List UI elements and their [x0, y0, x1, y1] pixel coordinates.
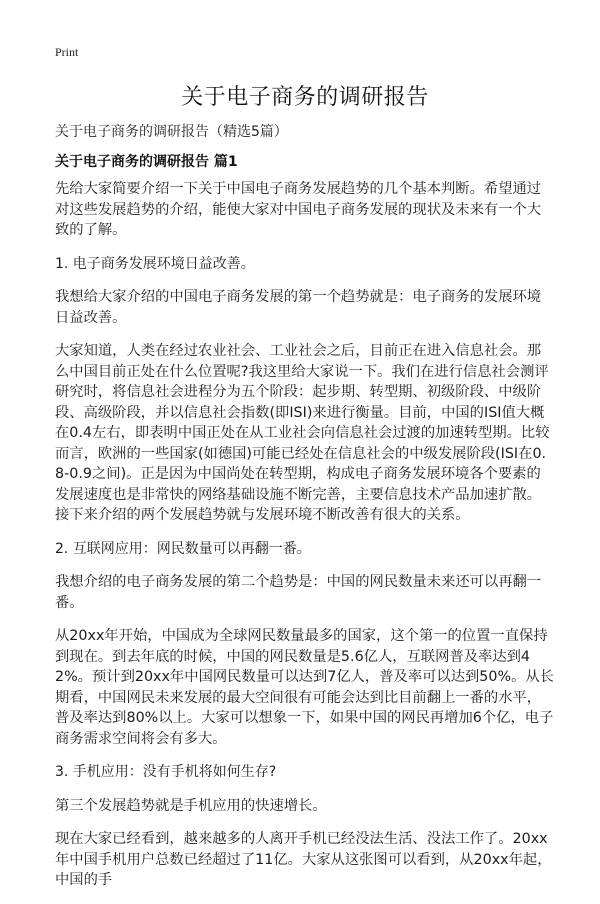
trend-heading-3: 3. 手机应用：没有手机将如何生存? — [55, 764, 277, 780]
paragraph-mobile: 现在大家已经看到，越来越多的人离开手机已经没法生活、没法工作了。20xx年中国手机用户总数已经超过了11亿。大家从这张图可以看到，从20xx年起，中国的手 — [55, 831, 552, 888]
paragraph-trend-3: 第三个发展趋势就是手机应用的快速增长。 — [55, 797, 327, 814]
paragraph-trend-1: 我想给大家介绍的中国电子商务发展的第一个趋势就是：电子商务的发展环境日益改善。 — [55, 289, 542, 326]
document-body — [55, 179, 555, 904]
document-title: 关于电子商务的调研报告 — [181, 85, 429, 110]
paragraph-netizens: 从20xx年开始，中国成为全球网民数量最多的国家，这个第一的位置一直保持到现在。到去年底的时候，中国的网民数量是5.6亿人，互联网普及率达到42%。预计到20xx年中国网民数量可以达到7亿人，普及率可以达到50%。从长期看，中国网民未来发展的最大空间很有可能会达到比目前翻上一番的水平，普及率达到80%以上。大家可以想象一下，如果中国的网民再增加6个亿，电子商务需求空间将会有多大。 — [55, 628, 554, 747]
document-subtitle: 关于电子商务的调研报告（精选5篇） — [55, 124, 288, 140]
trend-heading-2: 2. 互联网应用：网民数量可以再翻一番。 — [55, 540, 311, 557]
paragraph-info-society: 大家知道，人类在经过农业社会、工业社会之后，目前正在进入信息社会。那么中国目前正处在什么位置呢?我这里给大家说一下。我们在进行信息社会测评研究时，将信息社会进程分为五个阶段：起步期、转型期、初级阶段、中级阶段、高级阶段，并以信息社会指数(即ISI)来进行衡量。目前，中国的ISI值大概在0.4左右，即表明中国正处在从工业社会向信息社会过渡的加速转型期。比较而言，欧洲的一些国家(如德国)可能已经处在信息社会的中级发展阶段(ISI在0.8-0.9之间)。正是因为中国尚处在转型期，构成电子商务发展环境各个要素的发展速度也是非常快的网络基础设施不断完善，主要信息技术产品加速扩散。接下来介绍的两个发展趋势就与发展环境不断改善有很大的关系。 — [55, 343, 550, 523]
trend-heading-1: 1. 电子商务发展环境日益改善。 — [55, 255, 255, 272]
print-label: Print — [55, 45, 79, 59]
paragraph-trend-2: 我想介绍的电子商务发展的第二个趋势是：中国的网民数量未来还可以再翻一番。 — [55, 574, 542, 611]
paragraph-intro: 先给大家简要介绍一下关于中国电子商务发展趋势的几个基本判断。希望通过对这些发展趋势的介绍，能使大家对中国电子商务发展的现状及未来有一个大致的了解。 — [55, 181, 542, 238]
section-heading: 关于电子商务的调研报告 篇1 — [55, 154, 238, 170]
